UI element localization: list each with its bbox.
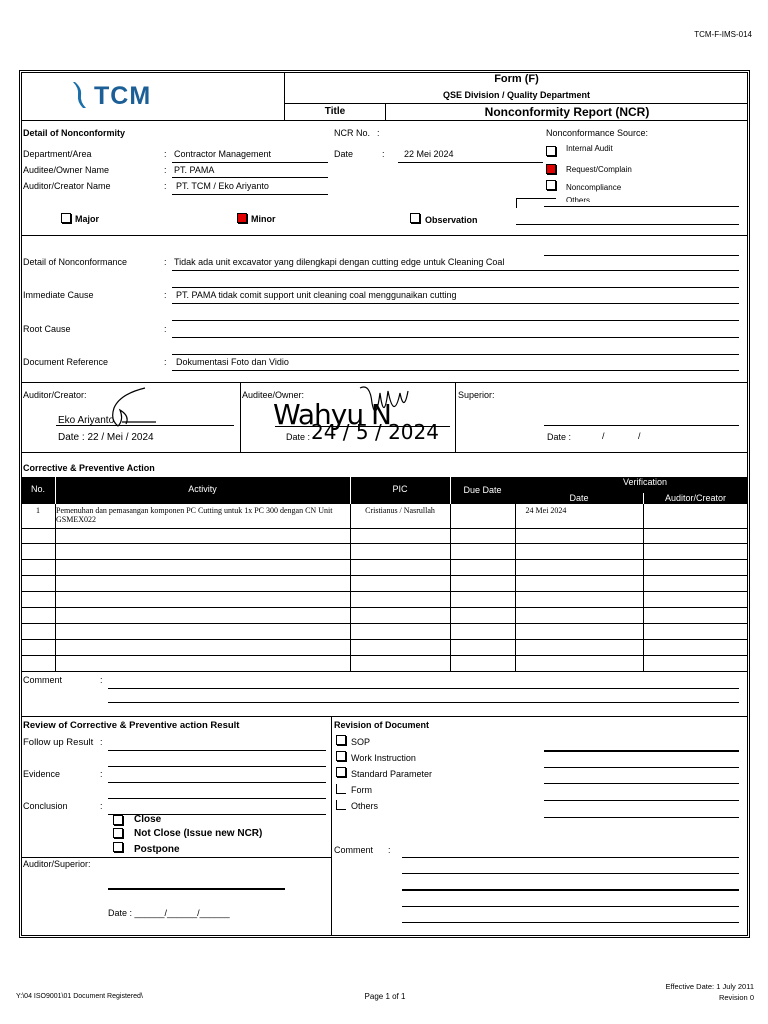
table-column-line: [643, 504, 644, 671]
form-label: Form (F): [494, 73, 539, 85]
table-row-line: [21, 671, 748, 672]
document-reference-colon: :: [164, 357, 167, 367]
revision-form-label: Form: [351, 785, 372, 795]
department-value: Contractor Management: [174, 149, 272, 159]
source-others-label: Others: [566, 196, 591, 202]
auditee-date-value: 24 / 5 / 2024: [311, 420, 439, 444]
severity-minor-checkbox[interactable]: [237, 213, 247, 223]
source-noncompliance-label: Noncompliance: [566, 183, 622, 192]
auditor-name-label: Auditor/Creator Name: [23, 181, 111, 191]
evidence-colon: :: [100, 769, 103, 779]
detail-nonconformance-value: Tidak ada unit excavator yang dilengkapi dengan cutting edge untuk Cleaning Coal: [174, 257, 505, 267]
department-label: Department/Area: [23, 149, 92, 159]
title-label: Title: [324, 106, 346, 117]
revision-standard-parameter-label: Standard Parameter: [351, 769, 433, 779]
revision-work-instruction-checkbox[interactable]: [336, 751, 346, 761]
conclusion-postpone-checkbox[interactable]: [113, 842, 123, 852]
auditor-signature-date: Date : 22 / Mei / 2024: [58, 432, 154, 443]
auditee-value: PT. PAMA: [174, 165, 215, 175]
table-column-line: [515, 504, 516, 671]
ncr-no-colon: :: [377, 128, 380, 138]
revision-comment-colon: :: [388, 845, 391, 855]
col-activity: Activity: [188, 484, 217, 494]
conclusion-colon: :: [100, 801, 103, 811]
table-row-line: [21, 575, 748, 576]
followup-colon: :: [100, 737, 103, 747]
auditee-label: Auditee/Owner Name: [23, 165, 110, 175]
date-value: 22 Mei 2024: [404, 149, 454, 159]
logo-mark-icon: [72, 80, 92, 110]
revision-others-label: Others: [351, 801, 379, 811]
col-no: No.: [30, 484, 45, 494]
conclusion-close-checkbox[interactable]: [113, 815, 123, 825]
table-row-line: [21, 591, 748, 592]
capa-section-title: Corrective & Preventive Action: [23, 463, 155, 473]
superior-date-label: Date :: [547, 432, 572, 442]
table-column-line: [55, 504, 56, 671]
auditor-superior-label: Auditor/Superior:: [23, 859, 91, 869]
table-row-line: [21, 607, 748, 608]
department-colon: :: [164, 149, 167, 159]
followup-label: Follow up Result: [23, 737, 94, 748]
source-label: Nonconformance Source:: [546, 128, 649, 138]
document-code: TCM-F-IMS-014: [694, 30, 752, 39]
ncr-no-label: NCR No.: [334, 128, 371, 138]
table-row-line: [21, 655, 748, 656]
capa-comment-label: Comment: [23, 675, 63, 685]
severity-major-label: Major: [75, 214, 100, 224]
division-label: QSE Division / Quality Department: [442, 90, 591, 100]
revision-form-checkbox[interactable]: [336, 784, 346, 794]
evidence-label: Evidence: [23, 769, 61, 779]
conclusion-close-label: Close: [134, 814, 162, 825]
date-colon: :: [382, 149, 385, 159]
auditor-signature-name: Eko Ariyanto: [58, 415, 115, 426]
col-pic: PIC: [392, 484, 408, 494]
col-verification: Verification: [622, 477, 668, 487]
table-row-line: [21, 543, 748, 544]
footer-page-number: Page 1 of 1: [364, 992, 406, 1001]
revision-sop-checkbox[interactable]: [336, 735, 346, 745]
superior-signature-label: Superior:: [458, 390, 495, 400]
table-row-line: [21, 639, 748, 640]
revision-sop-label: SOP: [351, 737, 371, 747]
conclusion-not-close-label: Not Close (Issue new NCR): [134, 828, 263, 839]
report-title: Nonconformity Report (NCR): [484, 105, 650, 119]
revision-others-checkbox[interactable]: [336, 800, 346, 810]
auditor-signature-label: Auditor/Creator:: [23, 390, 87, 400]
immediate-cause-value: PT. PAMA tidak comit support unit cleaning coal menggunaikan cutting: [176, 290, 457, 300]
conclusion-label: Conclusion: [23, 801, 68, 811]
superior-date-sep-2: /: [638, 431, 641, 441]
source-noncompliance-checkbox[interactable]: [546, 180, 556, 190]
row-due-date: 24 Mei 2024: [525, 506, 567, 515]
auditee-signature-label: Auditee/Owner:: [242, 390, 305, 400]
auditor-name-value: PT. TCM / Eko Ariyanto: [176, 181, 269, 191]
col-due-date: Due Date: [463, 485, 502, 495]
document-reference-label: Document Reference: [23, 357, 109, 367]
auditee-date-label: Date :: [286, 432, 311, 442]
detail-nonconformance-label: Detail of Nonconformance: [23, 257, 128, 267]
source-internal-audit-checkbox[interactable]: [546, 146, 556, 156]
source-request-complain-checkbox[interactable]: [546, 164, 556, 174]
table-row-line: [21, 623, 748, 624]
review-section-title: Review of Corrective & Preventive action Result: [23, 720, 240, 731]
table-column-line: [450, 504, 451, 671]
row-pic: Cristianus / Nasrullah: [365, 506, 435, 515]
date-label: Date: [334, 149, 354, 159]
severity-major-checkbox[interactable]: [61, 213, 71, 223]
revision-standard-parameter-checkbox[interactable]: [336, 767, 346, 777]
immediate-cause-label: Immediate Cause: [23, 290, 94, 300]
auditee-colon: :: [164, 165, 167, 175]
table-column-line: [350, 504, 351, 671]
conclusion-not-close-checkbox[interactable]: [113, 828, 123, 838]
superior-date-sep-1: /: [602, 431, 605, 441]
capa-comment-colon: :: [100, 675, 103, 685]
footer-effective-date: Effective Date: 1 July 2011: [665, 982, 754, 991]
severity-observation-label: Observation: [425, 215, 478, 225]
company-logo: [72, 80, 172, 110]
source-request-complain-label: Request/Complain: [566, 165, 632, 174]
footer-revision: Revision 0: [718, 993, 754, 1002]
logo-text: TCM: [94, 82, 152, 110]
revision-comment-label: Comment: [334, 845, 374, 855]
footer-file-path: Y:\04 ISO9001\01 Document Registered\: [16, 993, 143, 1000]
conclusion-postpone-label: Postpone: [134, 844, 180, 855]
col-verification-auditor: Auditor/Creator: [664, 493, 727, 503]
auditor-name-colon: :: [164, 181, 167, 191]
source-internal-audit-label: Internal Audit: [566, 144, 613, 153]
detail-section-title: Detail of Nonconformity: [23, 128, 126, 138]
detail-nonconformance-colon: :: [164, 257, 167, 267]
table-row-line: [21, 528, 748, 529]
row-activity: Pemenuhan dan pemasangan komponen PC Cutting untuk 1x PC 300 dengan CN Unit GSMEX022: [56, 506, 333, 524]
severity-observation-checkbox[interactable]: [410, 213, 420, 223]
revision-section-title: Revision of Document: [334, 720, 430, 730]
auditee-signature-name: Wahyu N: [273, 398, 391, 431]
col-verification-date: Date: [569, 493, 589, 503]
document-reference-value: Dokumentasi Foto dan Vidio: [176, 357, 289, 367]
revision-work-instruction-label: Work Instruction: [351, 753, 416, 763]
root-cause-colon: :: [164, 324, 167, 334]
row-no: 1: [36, 506, 40, 515]
table-row-line: [21, 559, 748, 560]
table-row: [21, 504, 748, 528]
root-cause-label: Root Cause: [23, 324, 71, 334]
immediate-cause-colon: :: [164, 290, 167, 300]
review-date-label: Date : ______/______/______: [108, 908, 230, 918]
severity-minor-label: Minor: [251, 214, 276, 224]
